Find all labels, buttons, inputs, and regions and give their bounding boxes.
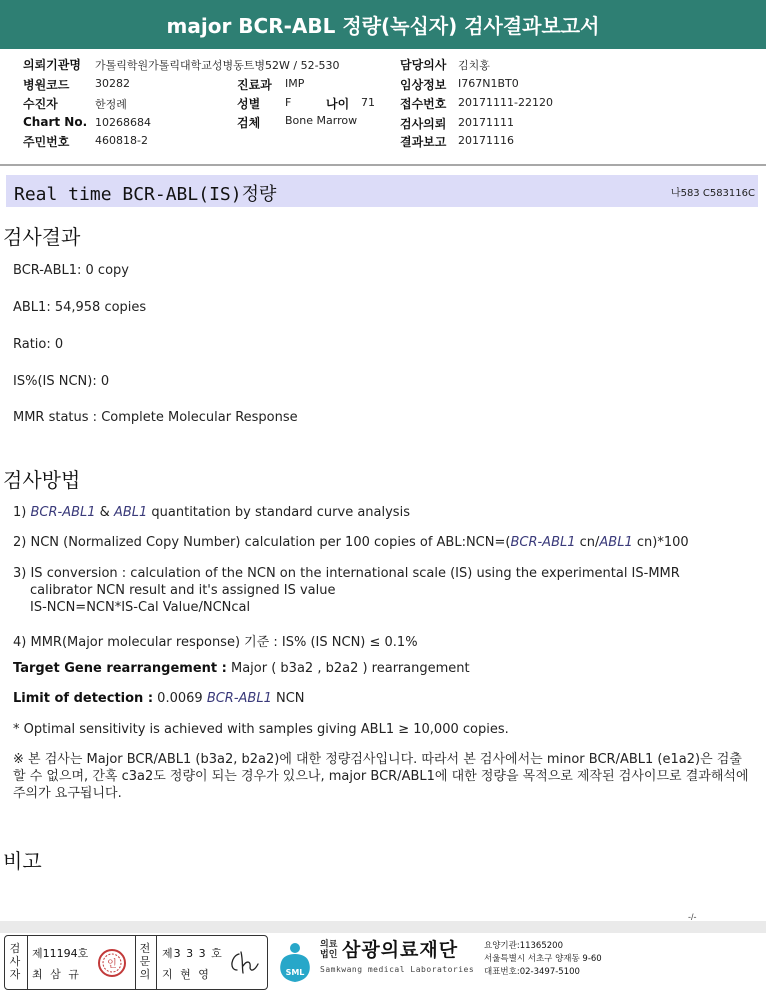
corp-contact-info — [484, 940, 602, 979]
handwritten-signature-icon — [225, 948, 261, 978]
remarks-heading: 비고 — [3, 849, 42, 873]
seal-glyph: 인 — [107, 959, 117, 970]
corp-type: 의료 법인 — [320, 940, 338, 960]
method-3-line2: calibrator NCN result and it's assigned IS value — [30, 583, 336, 598]
method-2: 2) NCN (Normalized Copy Number) calculation per 100 copies of ABL:NCN=(BCR-ABL1 cn/ABL1 cn)*100 — [13, 535, 689, 550]
header-divider — [0, 164, 766, 166]
reviewer-label-text: 전문의 — [139, 942, 151, 981]
method-3-line1: 3) IS conversion : calculation of the NCN on the international scale (IS) using the experimental IS-MMR — [13, 566, 680, 581]
institution-label: 의뢰기관명 — [23, 58, 81, 72]
sex-value: F — [285, 96, 292, 109]
test-name: Real time BCR-ABL(IS)정량 — [14, 184, 277, 205]
examiner-name: 최 삼 규 — [32, 968, 81, 981]
reviewer-name: 지 현 영 — [162, 968, 211, 981]
doctor-label: 담당의사 — [400, 58, 447, 72]
doctor-value: 김치홍 — [458, 59, 490, 72]
patient-name-value: 한정례 — [95, 98, 127, 111]
gene-bcr-abl1: BCR-ABL1 — [30, 505, 96, 520]
hospital-code-value: 30282 — [95, 77, 130, 90]
result-mmr-status: MMR status : Complete Molecular Response — [13, 410, 298, 425]
request-date-value: 20171111 — [458, 116, 514, 129]
request-date-label: 검사의뢰 — [400, 117, 447, 131]
result-bcr-abl1: BCR-ABL1: 0 copy — [13, 263, 129, 278]
footer-divider — [0, 921, 766, 933]
receipt-number-value: 20171111-22120 — [458, 96, 553, 109]
gene-bcr-abl1: BCR-ABL1 — [206, 691, 272, 706]
divider — [156, 936, 157, 989]
report-date-value: 20171116 — [458, 134, 514, 147]
corp-english-name: Samkwang medical Laboratories — [320, 965, 475, 974]
logo-text: SML — [285, 968, 305, 977]
clinical-info-label: 임상정보 — [400, 78, 447, 92]
gene-abl1: ABL1 — [599, 535, 633, 550]
department-value: IMP — [285, 77, 305, 90]
method-1: 1) BCR-ABL1 & ABL1 quantitation by standard curve analysis — [13, 505, 410, 520]
examiner-label-text: 검사자 — [9, 942, 21, 981]
result-is-percent: IS%(IS NCN): 0 — [13, 374, 110, 389]
corp-name: 삼광의료재단 — [342, 939, 459, 961]
patient-info-table — [0, 50, 766, 158]
gene-bcr-abl1: BCR-ABL1 — [510, 535, 576, 550]
resident-number-value: 460818-2 — [95, 134, 148, 147]
results-heading: 검사결과 — [3, 225, 81, 249]
chart-number-label: Chart No. — [23, 115, 88, 129]
test-section-header — [6, 175, 758, 207]
examiner-license: 제11194호 — [32, 947, 89, 960]
method-3-line3: IS-NCN=NCN*IS-Cal Value/NCNcal — [30, 600, 251, 615]
institution-code: 요양기관:11365200 — [484, 941, 563, 951]
methods-heading: 검사방법 — [3, 468, 81, 492]
age-label: 나이 — [326, 97, 350, 111]
limit-of-detection: Limit of detection : 0.0069 BCR-ABL1 NCN — [13, 691, 305, 706]
result-abl1: ABL1: 54,958 copies — [13, 300, 147, 315]
seal-stamp-icon — [97, 948, 127, 978]
report-title: major BCR-ABL 정량(녹십자) 검사결과보고서 — [0, 0, 766, 49]
clinical-info-value: I767N1BT0 — [458, 77, 519, 90]
signature-box — [4, 935, 268, 990]
chart-number-value: 10268684 — [95, 116, 151, 129]
patient-name-label: 수진자 — [23, 97, 58, 111]
report-date-label: 결과보고 — [400, 135, 447, 149]
reviewer-label — [138, 942, 152, 981]
resident-number-label: 주민번호 — [23, 135, 70, 149]
age-value: 71 — [361, 96, 375, 109]
sex-label: 성별 — [237, 97, 261, 111]
sensitivity-note: * Optimal sensitivity is achieved with samples giving ABL1 ≥ 10,000 copies. — [13, 722, 509, 737]
divider — [135, 936, 136, 989]
corp-phone: 대표번호:02-3497-5100 — [484, 967, 580, 977]
interpretation-note: ※ 본 검사는 Major BCR/ABL1 (b3a2, b2a2)에 대한 정량검사입니다. 따라서 본 검사에서는 minor BCR/ABL1 (e1a2)은 검출할 수 없으며, 간혹 c3a2도 정량이 되는 경우가 있으나, major BCR/ABL1에 대한 정량을 목적으로 제작된 검사이므로 결과해석에 주의가 요구됩니다. — [13, 752, 749, 801]
examiner-label — [8, 942, 22, 981]
test-code: 나583 C583116C — [670, 188, 755, 199]
target-gene-rearrangement: Target Gene rearrangement : Major ( b3a2 , b2a2 ) rearrangement — [13, 661, 470, 676]
receipt-number-label: 접수번호 — [400, 97, 447, 111]
specimen-label: 검체 — [237, 116, 261, 130]
specimen-value: Bone Marrow — [285, 114, 358, 127]
department-label: 진료과 — [237, 78, 272, 92]
sml-logo-icon — [272, 938, 318, 984]
method-4: 4) MMR(Major molecular response) 기준 : IS% (IS NCN) ≤ 0.1% — [13, 635, 418, 650]
gene-abl1: ABL1 — [113, 505, 148, 520]
institution-value: 가톨릭학원가톨릭대학교성병동트병52W / 52-530 — [95, 59, 340, 72]
corner-mark: -/- — [688, 912, 697, 922]
hospital-code-label: 병원코드 — [23, 78, 70, 92]
corp-address: 서울특별시 서초구 양재동 9-60 — [484, 954, 602, 964]
reviewer-license: 제3 3 3 호 — [162, 947, 223, 960]
result-ratio: Ratio: 0 — [13, 337, 64, 352]
divider — [27, 936, 28, 989]
